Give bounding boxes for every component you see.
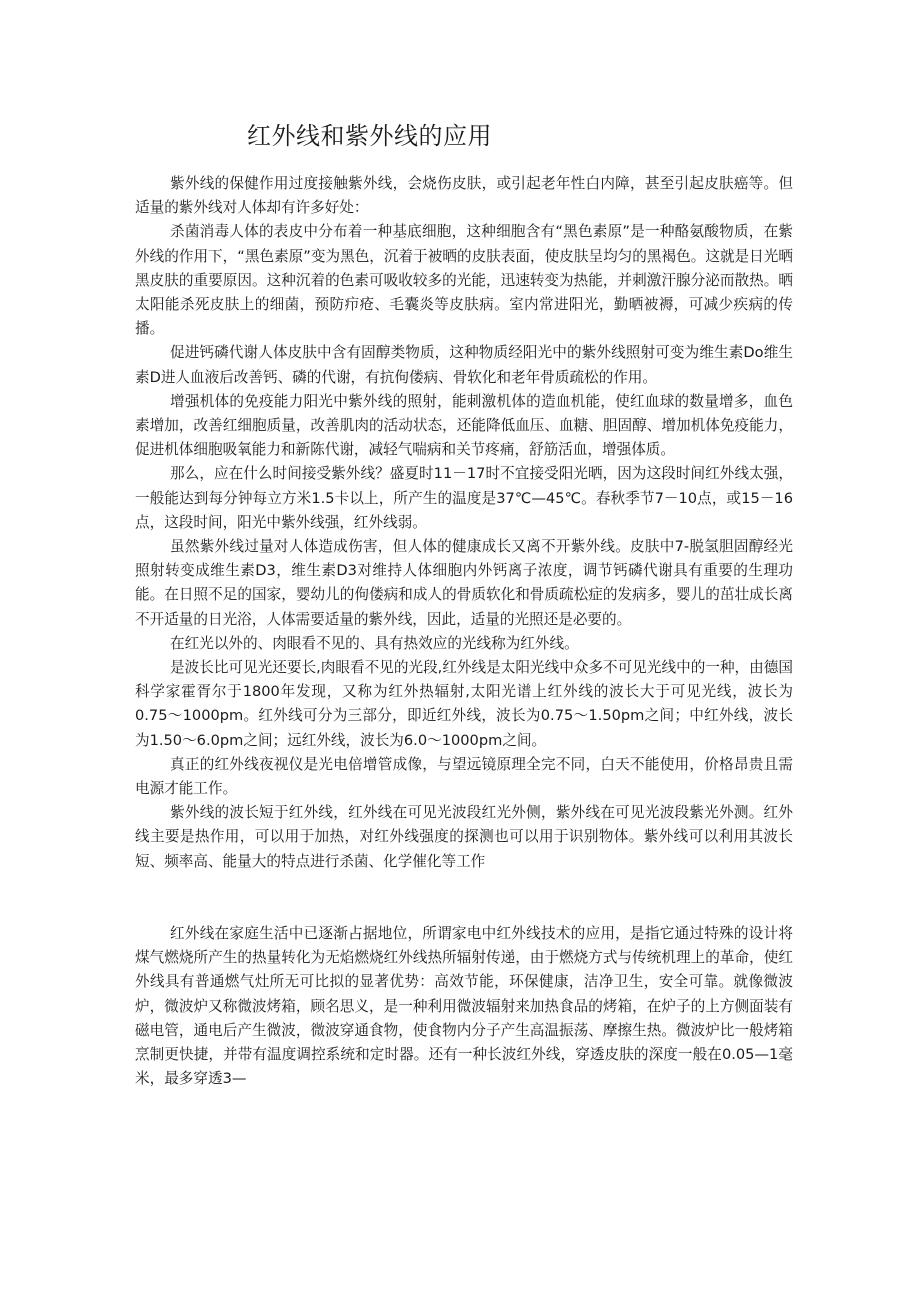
paragraph-household-infrared: 红外线在家庭生活中已逐渐占据地位，所谓家电中红外线技术的应用，是指它通过特殊的设计将煤气燃烧所产生的热量转化为无焰燃烧红外线热所辐射传递，由于燃烧方式与传统机理上的革命，使红外线具有普通燃气灶所无可比拟的显著优势：高效节能，环保健康，洁净卫生，安全可靠。就像微波炉，微波炉又称微波烤箱，顾名思义，是一种利用微波辐射来加热食品的烤箱，在炉子的上方侧面装有磁电管，通电后产生微波，微波穿通食物，使食物内分子产生高温振荡、摩擦生热。微波炉比一般烤箱烹制更快捷，并带有温度调控系统和定时器。还有一种长波红外线，穿透皮肤的深度一般在0.05—1毫米，最多穿透3— — [135, 924, 793, 1088]
paragraph-uv-vs-ir: 紫外线的波长短于红外线，红外线在可见光波段红光外侧，紫外线在可见光波段紫光外测。红外线主要是热作用，可以用于加热，对红外线强度的探测也可以用于识别物体。紫外线可以利用其波长短、频率高、能量大的特点进行杀菌、化学催化等工作 — [135, 804, 793, 870]
paragraph-uv-necessity: 虽然紫外线过量对人体造成伤害，但人体的健康成长又离不开紫外线。皮肤中7-脱氢胆固醇经光照射转变成维生素D3，维生素D3对维持人体细胞内外钙离子浓度，调节钙磷代谢具有重要的生理功能。在日照不足的国家，婴幼儿的佝偻病和成人的骨质软化和骨质疏松症的发病多，婴儿的茁壮成长离不开适量的日光浴，人体需要适量的紫外线，因此，适量的光照还是必要的。 — [135, 538, 793, 628]
paragraph-exposure-time: 那么，应在什么时间接受紫外线？盛夏时11－17时不宜接受阳光晒，因为这段时间红外线太强，一般能达到每分钟每立方米1.5卡以上，所产生的温度是37℃—45℃。春秋季节7－10点，或15－16点，这段时间，阳光中紫外线强，红外线弱。 — [135, 465, 793, 531]
paragraph-sterilization: 杀菌消毒人体的表皮中分布着一种基底细胞，这种细胞含有“黑色素原”是一种酪氨酸物质，在紫外线的作用下，“黑色素原”变为黑色，沉着于被晒的皮肤表面，使皮肤呈均匀的黑褐色。这就是日光晒黑皮肤的重要原因。这种沉着的色素可吸收较多的光能，迅速转变为热能，并刺激汗腺分泌而散热。晒太阳能杀死皮肤上的细菌，预防疖疮、毛囊炎等皮肤病。室内常进阳光，勤晒被褥，可减少疾病的传播。 — [135, 223, 793, 338]
paragraph-uv-health-intro: 紫外线的保健作用过度接触紫外线，会烧伤皮肤，或引起老年性白内障，甚至引起皮肤癌等。但适量的紫外线对人体却有许多好处： — [135, 175, 793, 217]
paragraph-infrared-wavelength: 是波长比可见光还要长,肉眼看不见的光段,红外线是太阳光线中众多不可见光线中的一种，由德国科学家霍胥尔于1800年发现，又称为红外热辐射,太阳光谱上红外线的波长大于可见光线，波长为0.75～1000pm。红外线可分为三部分，即近红外线，波长为0.75～1.50pm之间；中红外线，波长为1.50～6.0pm之间；远红外线，波长为6.0～1000pm之间。 — [135, 659, 793, 749]
document-body — [135, 172, 793, 1091]
page-title: 红外线和紫外线的应用 — [247, 122, 492, 150]
paragraph-calcium-metabolism: 促进钙磷代谢人体皮肤中含有固醇类物质，这种物质经阳光中的紫外线照射可变为维生素Do维生素D进人血液后改善钙、磷的代谢，有抗佝偻病、骨软化和老年骨质疏松的作用。 — [135, 344, 793, 386]
paragraph-infrared-definition: 在红光以外的、肉眼看不见的、具有热效应的光线称为红外线。 — [170, 634, 579, 652]
paragraph-night-vision: 真正的红外线夜视仪是光电倍增管成像，与望远镜原理全完不同，白天不能使用，价格昂贵且需电源才能工作。 — [135, 755, 793, 798]
paragraph-immunity: 增强机体的免疫能力阳光中紫外线的照射，能刺激机体的造血机能，使红血球的数量增多，血色素增加，改善红细胞质量，改善肌肉的活动状态，还能降低血压、血糖、胆固醇、增加机体免疫能力，促进机体细胞吸氧能力和新陈代谢，减轻气喘病和关节疼痛，舒筋活血，增强体质。 — [135, 392, 793, 459]
